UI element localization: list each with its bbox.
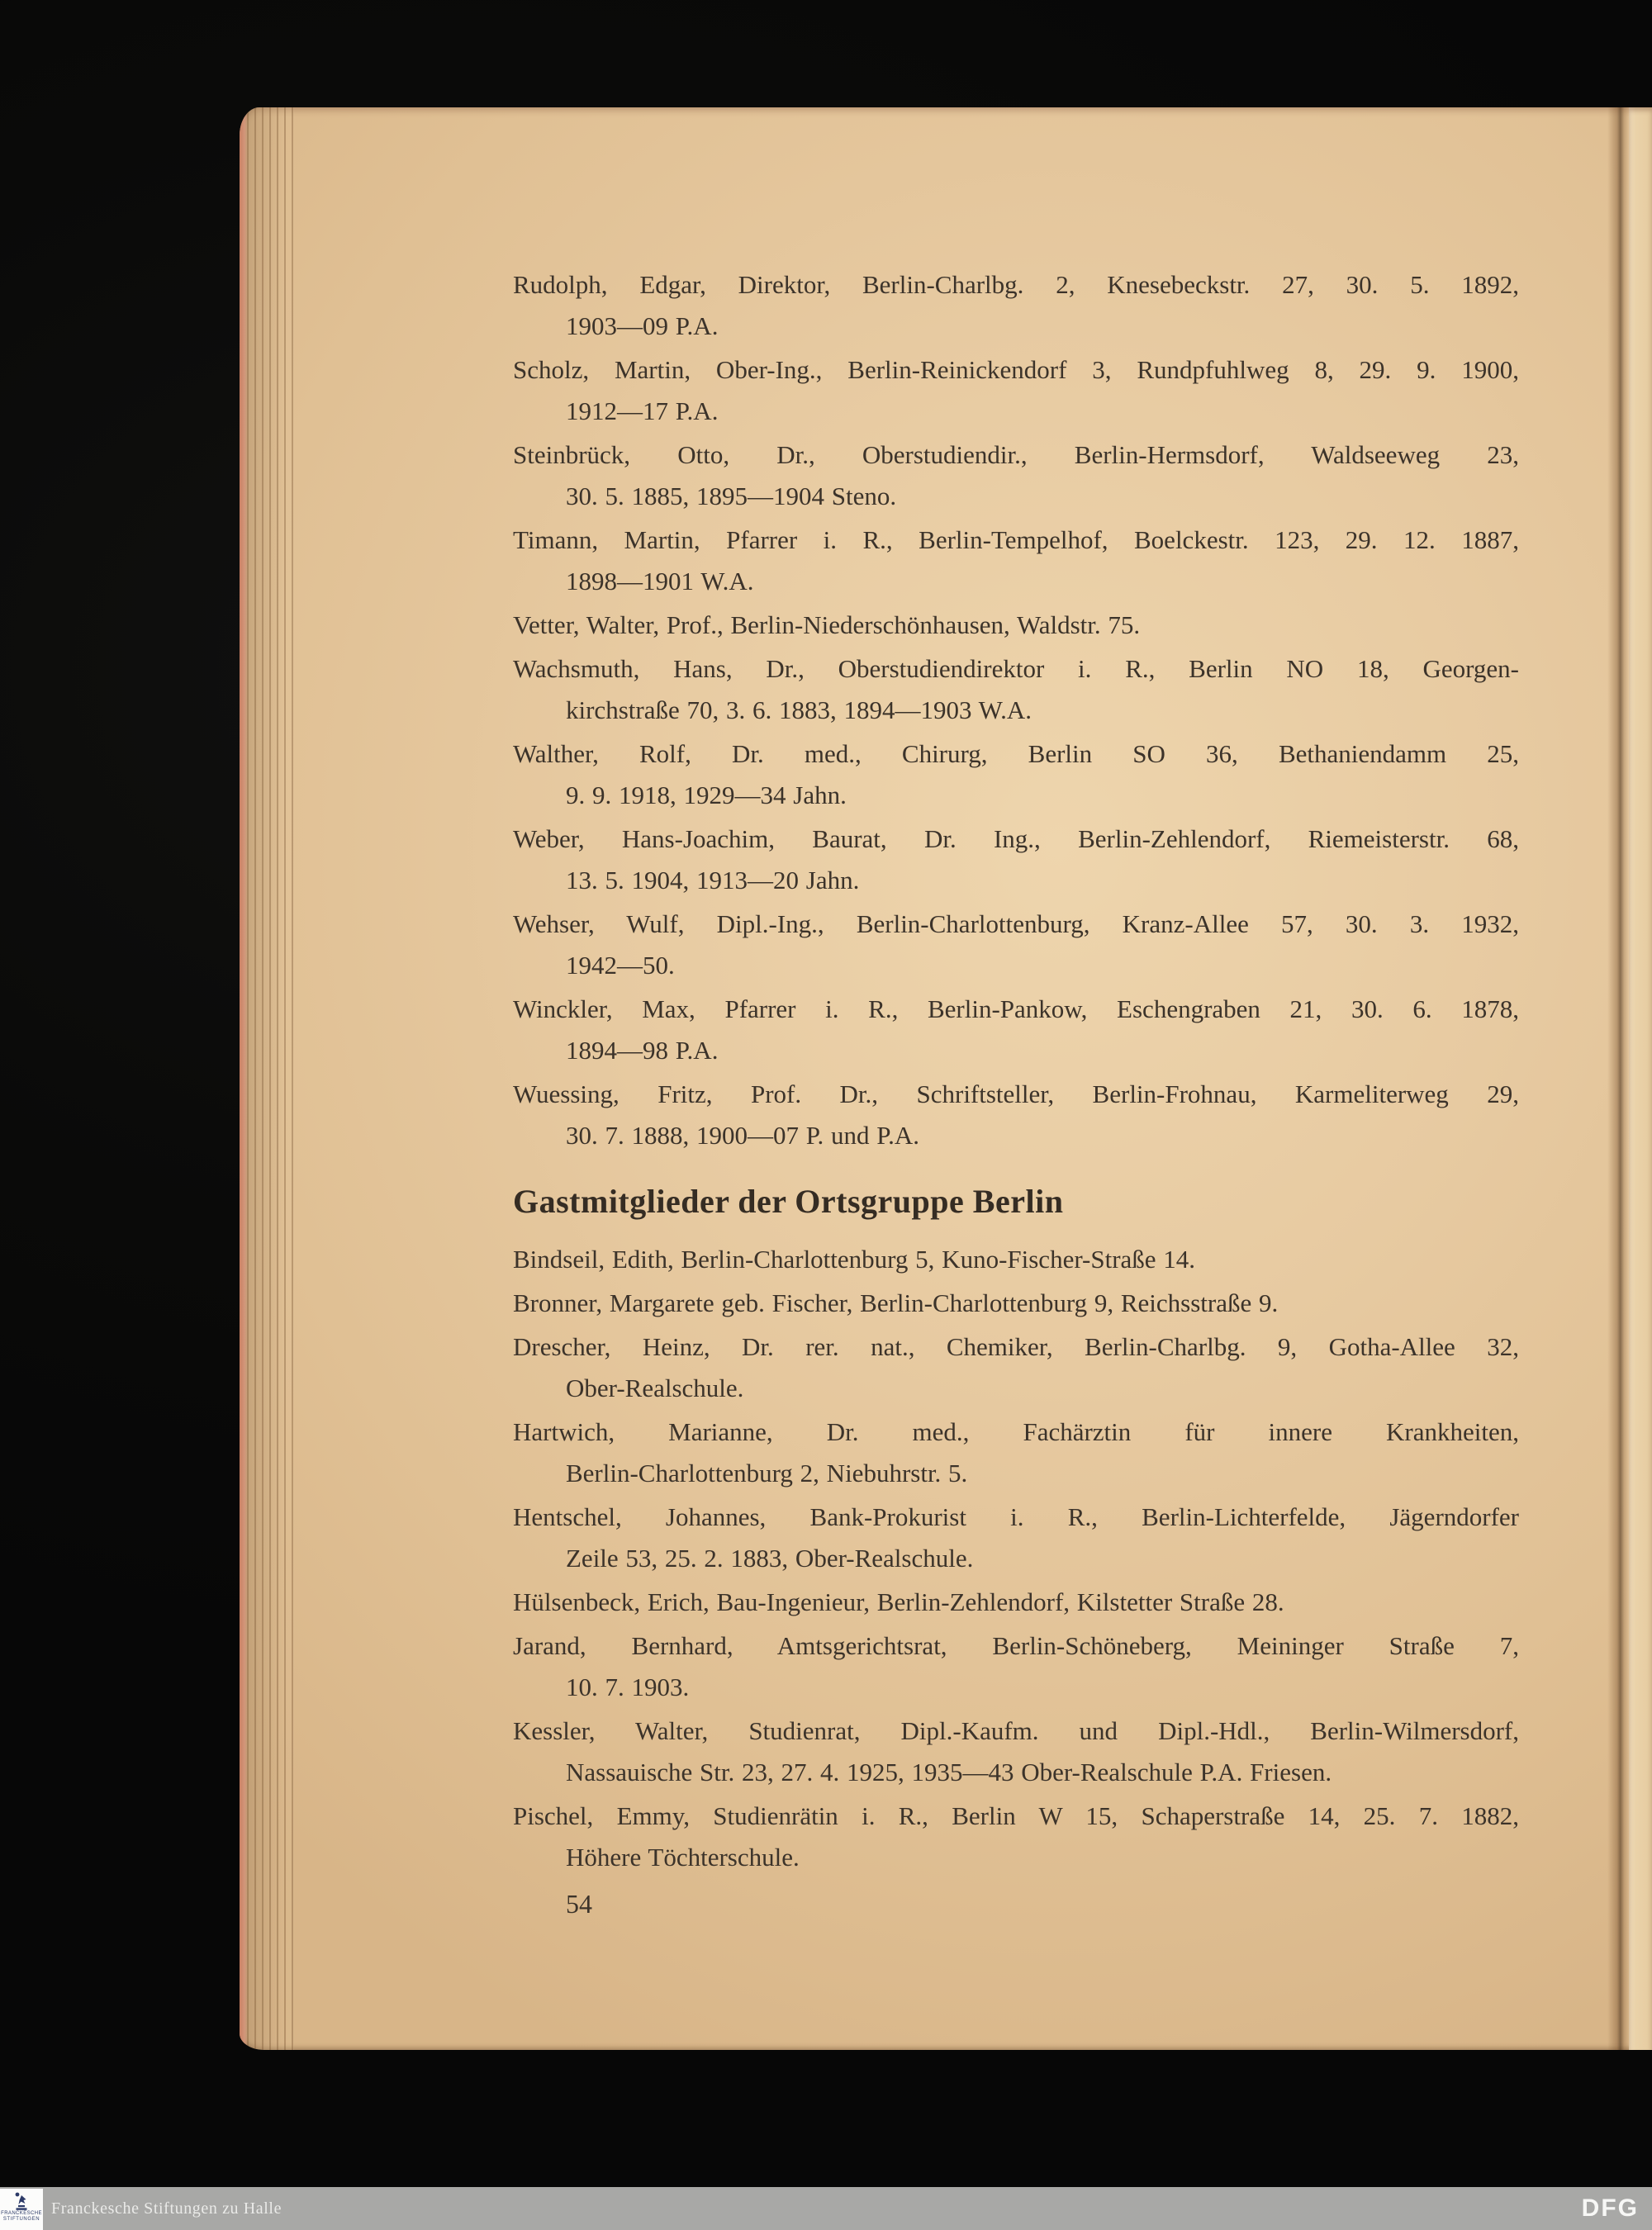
entry-line: Hülsenbeck, Erich, Bau-Ingenieur, Berlin-Zehlendorf, Kilstetter Straße 28. [513,1587,1284,1616]
institution-name: Franckesche Stiftungen zu Halle [51,2199,282,2218]
page-gutter-crease [1607,107,1629,2050]
logo-text-line1: FRANCKESCHE [1,2211,42,2216]
entry-line: Ober-Realschule. [566,1374,744,1402]
member-entry [513,733,1519,816]
entry-line: Höhere Töchterschule. [566,1843,800,1872]
member-entry [513,818,1519,901]
section-heading: Gastmitglieder der Ortsgruppe Berlin [513,1183,1064,1220]
member-entry [513,1326,1519,1409]
member-entry [513,1239,1519,1280]
entry-line: Zeile 53, 25. 2. 1883, Ober-Realschule. [566,1544,974,1573]
page-stack-edge [240,107,294,2050]
entry-line: Wuessing, Fritz, Prof. Dr., Schriftsteller, Berlin-Frohnau, Karmeliterweg 29, [513,1079,1519,1108]
entry-line: 1942—50. [566,951,675,980]
member-entry [513,1582,1519,1623]
member-entry [513,605,1519,646]
entry-line: 30. 7. 1888, 1900—07 P. und P.A. [566,1121,919,1150]
guest-member-list [513,1239,1519,1878]
entry-line: 10. 7. 1903. [566,1672,690,1701]
eagle-sun-emblem-icon [13,2191,30,2211]
viewer-footer-bar [0,2187,1652,2230]
member-entry [513,648,1519,731]
member-entry [513,1796,1519,1878]
entry-line: Timann, Martin, Pfarrer i. R., Berlin-Tempelhof, Boelckestr. 123, 29. 12. 1887, [513,525,1519,554]
entry-line: Hartwich, Marianne, Dr. med., Fachärztin für innere Krankheiten, [513,1417,1519,1446]
entry-line: Vetter, Walter, Prof., Berlin-Niederschönhausen, Waldstr. 75. [513,610,1141,639]
entry-line: Wehser, Wulf, Dipl.-Ing., Berlin-Charlottenburg, Kranz-Allee 57, 30. 3. 1932, [513,909,1519,938]
entry-line: 30. 5. 1885, 1895—1904 Steno. [566,482,897,510]
entry-line: Jarand, Bernhard, Amtsgerichtsrat, Berlin-Schöneberg, Meininger Straße 7, [513,1631,1519,1660]
entry-line: Kessler, Walter, Studienrat, Dipl.-Kaufm. und Dipl.-Hdl., Berlin-Wilmersdorf, [513,1716,1519,1745]
dfg-logo[interactable]: DFG [1581,2194,1639,2222]
entry-line: Scholz, Martin, Ober-Ing., Berlin-Reinickendorf 3, Rundpfuhlweg 8, 29. 9. 1900, [513,355,1519,384]
member-entry [513,1283,1519,1324]
member-entry [513,349,1519,432]
entry-line: 1898—1901 W.A. [566,567,754,595]
member-entry [513,989,1519,1071]
entry-line: Drescher, Heinz, Dr. rer. nat., Chemiker, Berlin-Charlbg. 9, Gotha-Allee 32, [513,1332,1519,1361]
book-page [240,107,1652,2050]
facing-page-sliver [1629,107,1652,2050]
entry-line: Bindseil, Edith, Berlin-Charlottenburg 5, Kuno-Fischer-Straße 14. [513,1245,1196,1274]
entry-line: 9. 9. 1918, 1929—34 Jahn. [566,780,847,809]
entry-line: kirchstraße 70, 3. 6. 1883, 1894—1903 W.A. [566,695,1032,724]
page-content [513,264,1519,1924]
entry-line: Pischel, Emmy, Studienrätin i. R., Berlin W 15, Schaperstraße 14, 25. 7. 1882, [513,1801,1519,1830]
entry-line: 1912—17 P.A. [566,396,719,425]
franckesche-stiftungen-logo[interactable] [0,2189,43,2230]
logo-text-line2: STIFTUNGEN [2,2217,40,2222]
entry-line: Bronner, Margarete geb. Fischer, Berlin-Charlottenburg 9, Reichsstraße 9. [513,1288,1279,1317]
entry-line: 13. 5. 1904, 1913—20 Jahn. [566,866,860,894]
member-entry [513,1625,1519,1708]
entry-line: Nassauische Str. 23, 27. 4. 1925, 1935—43 Ober-Realschule P.A. Friesen. [566,1758,1332,1786]
entry-line: Wachsmuth, Hans, Dr., Oberstudiendirektor i. R., Berlin NO 18, Georgen- [513,654,1519,683]
member-entry [513,1074,1519,1156]
entry-line: Rudolph, Edgar, Direktor, Berlin-Charlbg. 2, Knesebeckstr. 27, 30. 5. 1892, [513,270,1519,299]
page-number: 54 [566,1889,592,1919]
entry-line: 1903—09 P.A. [566,311,719,340]
entry-line: Weber, Hans-Joachim, Baurat, Dr. Ing., Berlin-Zehlendorf, Riemeisterstr. 68, [513,824,1519,853]
member-entry [513,1412,1519,1494]
member-entry [513,1497,1519,1579]
member-entry [513,264,1519,347]
member-list [513,264,1519,1156]
entry-line: Walther, Rolf, Dr. med., Chirurg, Berlin SO 36, Bethaniendamm 25, [513,739,1519,768]
entry-line: Hentschel, Johannes, Bank-Prokurist i. R., Berlin-Lichterfelde, Jägerndorfer [513,1502,1519,1531]
entry-line: Berlin-Charlottenburg 2, Niebuhrstr. 5. [566,1459,968,1487]
member-entry [513,904,1519,986]
member-entry [513,434,1519,517]
entry-line: Winckler, Max, Pfarrer i. R., Berlin-Pankow, Eschengraben 21, 30. 6. 1878, [513,994,1519,1023]
member-entry [513,1710,1519,1793]
entry-line: Steinbrück, Otto, Dr., Oberstudiendir., Berlin-Hermsdorf, Waldseeweg 23, [513,440,1519,469]
entry-line: 1894—98 P.A. [566,1036,719,1065]
member-entry [513,520,1519,602]
